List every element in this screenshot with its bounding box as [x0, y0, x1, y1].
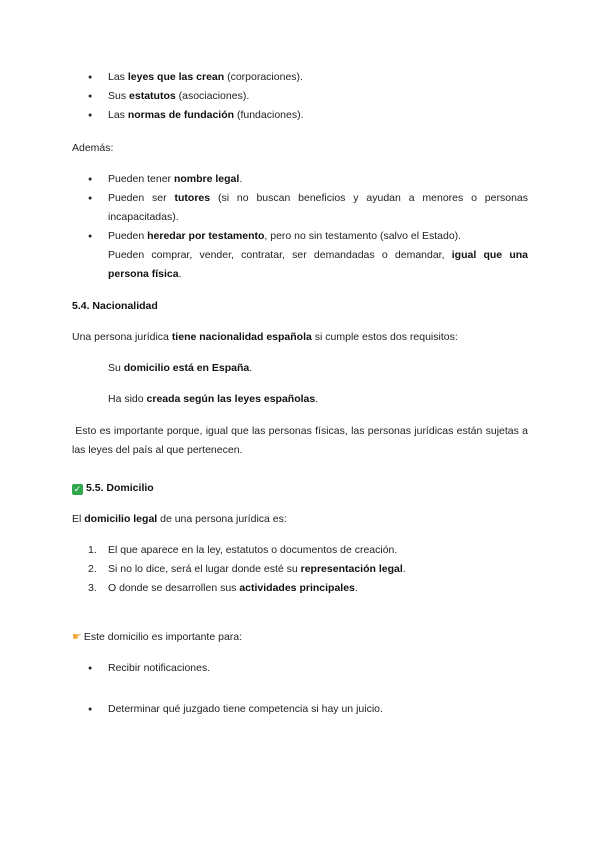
domicilio-uses-list	[72, 659, 528, 678]
nacionalidad-intro: Una persona jurídica tiene nacionalidad española si cumple estos dos requisitos:	[72, 331, 458, 343]
requirement-domicilio: Su domicilio está en España.	[108, 362, 253, 374]
domicilio-intro: El domicilio legal de una persona jurídica es:	[72, 513, 287, 525]
domicilio-criteria-list	[72, 541, 528, 598]
nacionalidad-paragraph: Esto es importante porque, igual que las personas físicas, las personas jurídicas están sujetas a las leyes del país al que pertenecen.	[72, 425, 531, 456]
check-mark-icon: ✓	[73, 484, 82, 494]
list-item: ● Pueden tener nombre legal.	[72, 170, 528, 189]
list-item: ● Pueden heredar por testamento, pero no sin testamento (salvo el Estado). Pueden comprar, vender, contratar, ser demandadas o demandar, igual que una persona física.	[72, 227, 528, 284]
list-item: ● Las normas de fundación (fundaciones).	[72, 106, 528, 125]
section-heading-nacionalidad: 5.4. Nacionalidad	[72, 300, 158, 312]
list-item: ● Determinar qué juzgado tiene competencia si hay un juicio.	[72, 700, 528, 719]
list-item: 3. O donde se desarrollen sus actividades principales.	[88, 582, 358, 594]
legal-basis-list	[72, 68, 528, 125]
pointing-hand-icon: ☛	[72, 631, 82, 643]
section-heading-domicilio: ✓ 5.5. Domicilio	[73, 482, 154, 494]
list-item: ● Pueden ser tutores (si no buscan beneficios y ayudan a menores o personas incapacitadas).	[72, 189, 528, 227]
list-item: ● Sus estatutos (asociaciones).	[72, 87, 528, 106]
list-item: ● Recibir notificaciones.	[72, 659, 528, 678]
ademas-label: Además:	[72, 142, 114, 154]
importance-note: ☛ Este domicilio es importante para:	[72, 628, 528, 647]
list-item: 1. El que aparece en la ley, estatutos o documentos de creación.	[88, 544, 398, 556]
capabilities-list	[72, 170, 528, 284]
list-item: ● Las leyes que las crean (corporaciones).	[72, 68, 528, 87]
list-item: 2. Si no lo dice, será el lugar donde esté su representación legal.	[88, 563, 406, 575]
requirement-creada: Ha sido creada según las leyes españolas.	[108, 393, 319, 405]
domicilio-uses-list-2	[72, 700, 528, 719]
